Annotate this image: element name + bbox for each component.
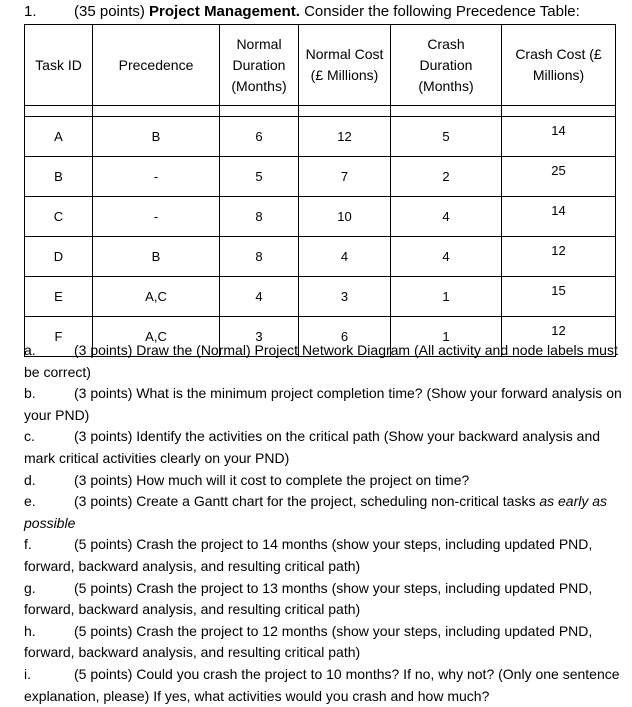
question-letter: g. bbox=[24, 579, 36, 596]
cell-crash-duration: 4 bbox=[391, 237, 502, 277]
header-crash-cost-line-1: Crash Cost (£ bbox=[515, 46, 602, 62]
question-letter: e. bbox=[24, 493, 36, 510]
header-crash-cost-line-2: Millions) bbox=[532, 67, 585, 83]
question-item-text: (3 points) What is the minimum project completion time? (Show your forward analysis on your PND) bbox=[24, 385, 622, 423]
question-item bbox=[24, 470, 629, 492]
cell-crash-duration: 5 bbox=[391, 117, 502, 157]
question-item-text: (3 points) Draw the (Normal) Project Network Diagram (All activity and node labels must be correct) bbox=[24, 342, 618, 380]
cell-precedence: B bbox=[93, 237, 220, 277]
cell-crash-cost: 12 bbox=[502, 237, 616, 277]
cell-crash-duration: 2 bbox=[391, 157, 502, 197]
cell-normal-duration: 8 bbox=[220, 237, 299, 277]
cell-normal-duration: 6 bbox=[220, 117, 299, 157]
cell-task: F bbox=[25, 317, 93, 357]
question-heading bbox=[24, 2, 580, 22]
header-normal-cost bbox=[299, 25, 391, 106]
table-row bbox=[25, 117, 616, 157]
cell-task: A bbox=[25, 117, 93, 157]
question-item-text: (5 points) Crash the project to 13 months (show your steps, including updated PND, forward, backward analysis, and resulting critical path) bbox=[24, 579, 593, 618]
cell-crash-cost: 25 bbox=[502, 157, 616, 197]
question-item bbox=[24, 534, 629, 577]
question-letter: h. bbox=[24, 622, 36, 639]
question-emphasis: as early as possible bbox=[24, 493, 608, 531]
question-item-text: (5 points) Could you crash the project to 10 months? If no, why not? (Only one sentence explanation, please) If yes, what activities would you crash and how much? bbox=[24, 665, 620, 704]
table-row bbox=[25, 237, 616, 277]
cell-normal-cost: 12 bbox=[299, 117, 391, 157]
header-crash-duration-line-1: Crash bbox=[427, 35, 465, 52]
header-crash-duration-line-2: Duration bbox=[419, 56, 473, 73]
question-points: (35 points) bbox=[74, 3, 145, 20]
question-letter: i. bbox=[24, 665, 31, 682]
header-task-id: Task ID bbox=[25, 25, 93, 106]
question-letter: a. bbox=[24, 342, 36, 358]
cell-task: E bbox=[25, 277, 93, 317]
cell-crash-duration: 1 bbox=[391, 317, 502, 357]
question-item bbox=[24, 340, 629, 383]
question-item bbox=[24, 383, 629, 426]
cell-crash-duration: 4 bbox=[391, 197, 502, 237]
header-crash-duration bbox=[391, 25, 502, 106]
cell-normal-cost: 6 bbox=[299, 317, 391, 357]
question-item bbox=[24, 491, 629, 534]
cell-precedence: A,C bbox=[93, 277, 220, 317]
header-normal-duration-line-1: Normal bbox=[236, 35, 282, 52]
cell-precedence: - bbox=[93, 157, 220, 197]
question-title: Project Management. bbox=[149, 3, 300, 20]
cell-normal-duration: 5 bbox=[220, 157, 299, 197]
cell-crash-cost: 15 bbox=[502, 277, 616, 317]
question-item-text: (5 points) Crash the project to 12 months (show your steps, including updated PND, forward, backward analysis, and resulting critical path) bbox=[24, 622, 593, 661]
cell-normal-cost: 7 bbox=[299, 157, 391, 197]
question-list bbox=[24, 340, 629, 707]
header-normal-cost-line-1: Normal Cost bbox=[305, 46, 384, 62]
header-normal-duration-line-3: (Months) bbox=[231, 77, 287, 94]
question-item bbox=[24, 578, 629, 621]
cell-crash-cost: 12 bbox=[502, 317, 616, 357]
precedence-table bbox=[24, 24, 616, 357]
question-letter: b. bbox=[24, 385, 36, 402]
table-row bbox=[25, 277, 616, 317]
question-item bbox=[24, 664, 629, 707]
cell-normal-cost: 10 bbox=[299, 197, 391, 237]
cell-normal-cost: 4 bbox=[299, 237, 391, 277]
question-letter: c. bbox=[24, 428, 35, 445]
header-precedence: Precedence bbox=[93, 25, 220, 106]
question-letter: d. bbox=[24, 471, 36, 488]
question-item-text: (3 points) How much will it cost to complete the project on time? bbox=[74, 471, 470, 488]
cell-task: B bbox=[25, 157, 93, 197]
header-crash-duration-line-3: (Months) bbox=[418, 77, 474, 94]
question-number: 1. bbox=[24, 3, 37, 20]
header-normal-duration bbox=[220, 25, 299, 106]
table-row bbox=[25, 157, 616, 197]
cell-precedence: A,C bbox=[93, 317, 220, 357]
cell-precedence: - bbox=[93, 197, 220, 237]
cell-task: D bbox=[25, 237, 93, 277]
question-item bbox=[24, 621, 629, 664]
question-letter: f. bbox=[24, 536, 32, 553]
cell-normal-duration: 8 bbox=[220, 197, 299, 237]
cell-precedence: B bbox=[93, 117, 220, 157]
cell-crash-cost: 14 bbox=[502, 197, 616, 237]
cell-normal-duration: 3 bbox=[220, 317, 299, 357]
question-text: Consider the following Precedence Table: bbox=[304, 3, 580, 20]
table-spacer-row bbox=[25, 106, 616, 117]
cell-crash-duration: 1 bbox=[391, 277, 502, 317]
question-item bbox=[24, 426, 629, 469]
cell-normal-cost: 3 bbox=[299, 277, 391, 317]
question-item-text: (3 points) Create a Gantt chart for the project, scheduling non-critical tasks bbox=[74, 493, 540, 510]
question-item-text: (5 points) Crash the project to 14 months (show your steps, including updated PND, forward, backward analysis, and resulting critical path) bbox=[24, 536, 593, 574]
table-row bbox=[25, 197, 616, 237]
cell-normal-duration: 4 bbox=[220, 277, 299, 317]
header-crash-cost bbox=[502, 25, 616, 106]
header-normal-cost-line-2: (£ Millions) bbox=[310, 67, 379, 83]
cell-crash-cost: 14 bbox=[502, 117, 616, 157]
cell-task: C bbox=[25, 197, 93, 237]
table-header-row bbox=[25, 25, 616, 106]
header-normal-duration-line-2: Duration bbox=[232, 56, 286, 73]
question-item-text: (3 points) Identify the activities on the critical path (Show your backward analysis and mark critical activities clearly on your PND) bbox=[24, 428, 601, 466]
